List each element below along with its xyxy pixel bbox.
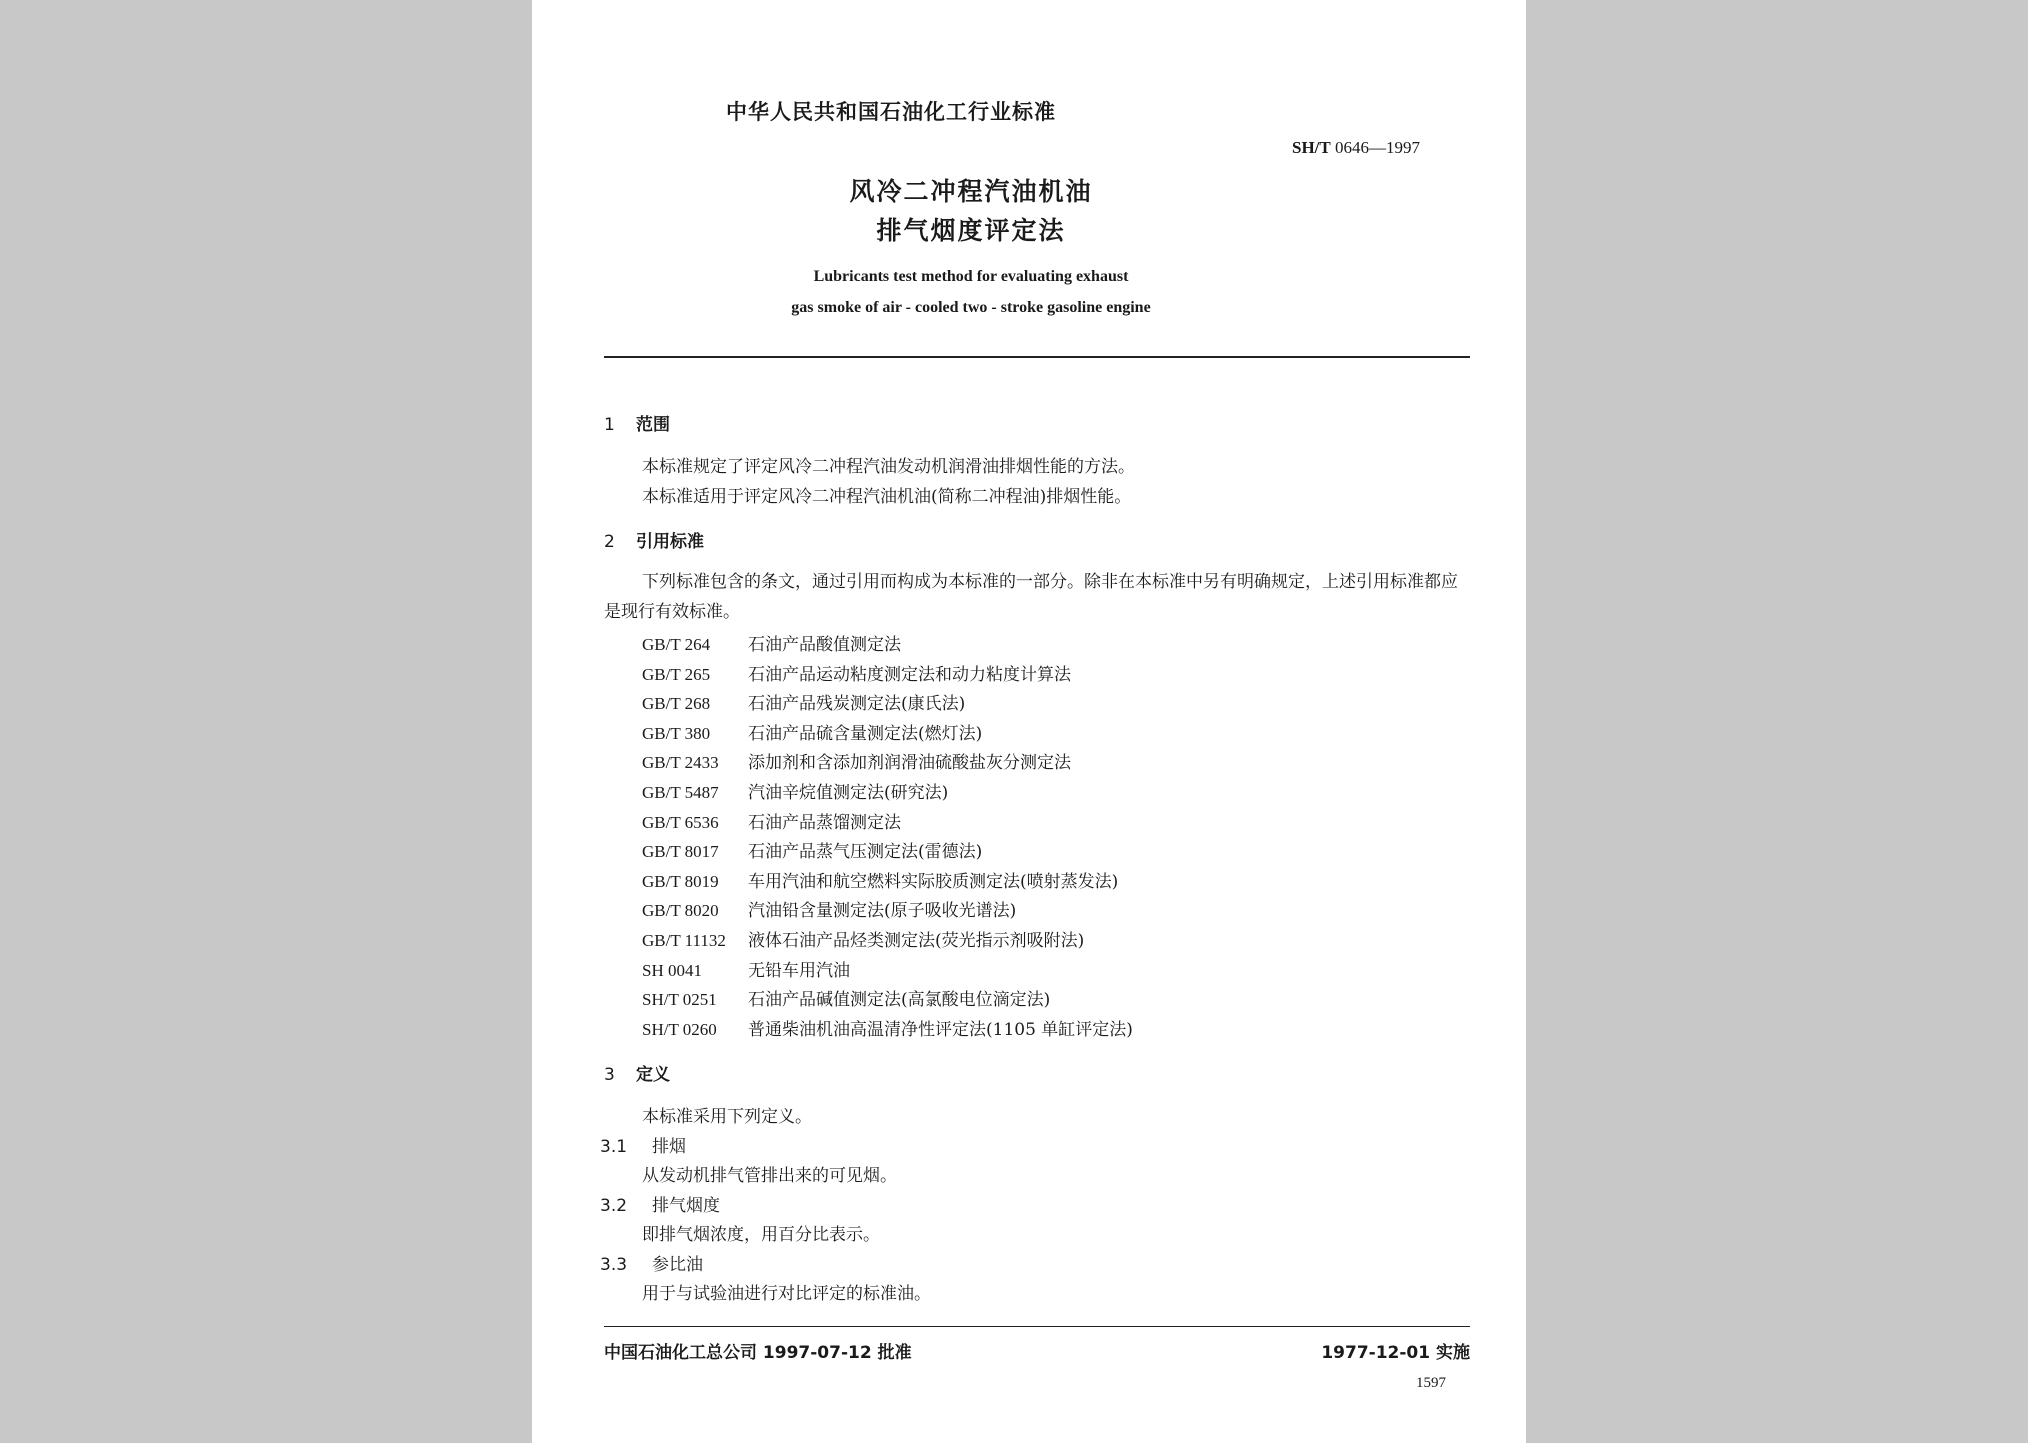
- definition-number: 3.3: [600, 1255, 628, 1275]
- reference-item: [642, 719, 982, 744]
- footer-divider: [604, 1326, 1470, 1327]
- definition-term: 排烟: [652, 1137, 686, 1157]
- reference-name: 石油产品蒸气压测定法(雷德法): [748, 842, 983, 863]
- reference-code: GB/T 11132: [642, 931, 726, 950]
- section-title: 范围: [636, 415, 670, 435]
- reference-code: GB/T 6536: [642, 812, 719, 832]
- reference-name: 无铅车用汽油: [748, 960, 850, 981]
- title-line-2: 排气烟度评定法: [876, 216, 1066, 245]
- section-1-heading: [604, 410, 670, 435]
- reference-code: GB/T 380: [642, 723, 711, 743]
- page-number: 1597: [1416, 1375, 1446, 1391]
- reference-code: SH/T 0251: [642, 990, 717, 1010]
- definition-term: 参比油: [652, 1255, 703, 1275]
- reference-item: [642, 808, 901, 833]
- reference-name: 普通柴油机油高温清净性评定法(1105 单缸评定法): [748, 1019, 1133, 1040]
- implementation-date: 1977-12-01 实施: [1321, 1343, 1470, 1363]
- definition-number: 3.1: [600, 1137, 628, 1157]
- section-number: 2: [604, 532, 615, 552]
- reference-item: [642, 867, 1118, 892]
- reference-code: GB/T 8020: [642, 901, 719, 921]
- english-title-line-1: Lubricants test method for evaluating exhaust: [813, 268, 1129, 285]
- reference-item: [642, 630, 901, 655]
- section-title: 定义: [636, 1065, 670, 1085]
- section-number: 1: [604, 415, 615, 435]
- reference-code: GB/T 8017: [642, 842, 719, 862]
- standard-code: [1292, 138, 1420, 158]
- section-1-para-1: 本标准规定了评定风冷二冲程汽油发动机润滑油排烟性能的方法。: [642, 457, 1135, 477]
- reference-name: 添加剂和含添加剂润滑油硫酸盐灰分测定法: [748, 753, 1071, 774]
- reference-item: [642, 748, 1071, 773]
- document-page: [532, 0, 1526, 1443]
- reference-item: [642, 837, 982, 862]
- definition-description: 从发动机排气管排出来的可见烟。: [642, 1166, 897, 1186]
- section-3-heading: [604, 1060, 670, 1085]
- standard-code-prefix: SH/T: [1292, 138, 1331, 157]
- reference-code: SH 0041: [642, 960, 702, 980]
- definition-term: 排气烟度: [652, 1196, 720, 1216]
- reference-item: [642, 1015, 1133, 1040]
- reference-name: 汽油辛烷值测定法(研究法): [748, 783, 949, 803]
- reference-name: 石油产品硫含量测定法(燃灯法): [748, 723, 983, 744]
- reference-code: SH/T 0260: [642, 1019, 717, 1039]
- reference-name: 液体石油产品烃类测定法(荧光指示剂吸附法): [748, 931, 1085, 951]
- reference-item: [642, 896, 1016, 921]
- reference-item: [642, 956, 850, 981]
- definition-description: 用于与试验油进行对比评定的标准油。: [642, 1284, 931, 1304]
- reference-name: 石油产品碱值测定法(高氯酸电位滴定法): [748, 990, 1051, 1011]
- reference-name: 车用汽油和航空燃料实际胶质测定法(喷射蒸发法): [748, 871, 1119, 892]
- reference-code: GB/T 5487: [642, 783, 719, 802]
- reference-name: 石油产品蒸馏测定法: [748, 812, 901, 833]
- title-line-1: 风冷二冲程汽油机油: [849, 177, 1093, 206]
- section-2-heading: [604, 527, 704, 552]
- definition-number: 3.2: [600, 1196, 628, 1216]
- definition-term-row: [600, 1250, 703, 1275]
- reference-name: 石油产品酸值测定法: [748, 635, 901, 655]
- reference-item: [642, 985, 1050, 1010]
- standard-organization: 中华人民共和国石油化工行业标准: [726, 100, 1056, 124]
- english-title-line-2: gas smoke of air - cooled two - stroke gasoline engine: [791, 299, 1151, 316]
- header-divider: [604, 356, 1470, 358]
- section-3-intro: 本标准采用下列定义。: [642, 1107, 812, 1127]
- reference-name: 石油产品运动粘度测定法和动力粘度计算法: [748, 664, 1071, 685]
- reference-code: GB/T 8019: [642, 871, 719, 891]
- reference-item: [642, 778, 948, 803]
- section-title: 引用标准: [636, 532, 704, 552]
- section-1-para-2: 本标准适用于评定风冷二冲程汽油机油(简称二冲程油)排烟性能。: [642, 487, 1132, 507]
- reference-name: 汽油铅含量测定法(原子吸收光谱法): [748, 901, 1017, 922]
- reference-name: 石油产品残炭测定法(康氏法): [748, 694, 966, 715]
- definition-description: 即排气烟浓度，用百分比表示。: [642, 1225, 880, 1245]
- reference-code: GB/T 264: [642, 635, 711, 654]
- definition-term-row: [600, 1132, 686, 1157]
- reference-code: GB/T 268: [642, 694, 711, 714]
- reference-item: [642, 689, 965, 714]
- approval-line: 中国石油化工总公司 1997-07-12 批准: [604, 1343, 912, 1363]
- standard-code-number: 0646—1997: [1335, 138, 1420, 157]
- definition-term-row: [600, 1191, 720, 1216]
- reference-code: GB/T 265: [642, 664, 711, 684]
- reference-code: GB/T 2433: [642, 753, 719, 773]
- reference-item: [642, 926, 1084, 951]
- section-2-intro: 下列标准包含的条文，通过引用而构成为本标准的一部分。除非在本标准中另有明确规定，上述引用标准都应是现行有效标准。: [604, 572, 1458, 622]
- section-number: 3: [604, 1065, 615, 1085]
- reference-item: [642, 660, 1071, 685]
